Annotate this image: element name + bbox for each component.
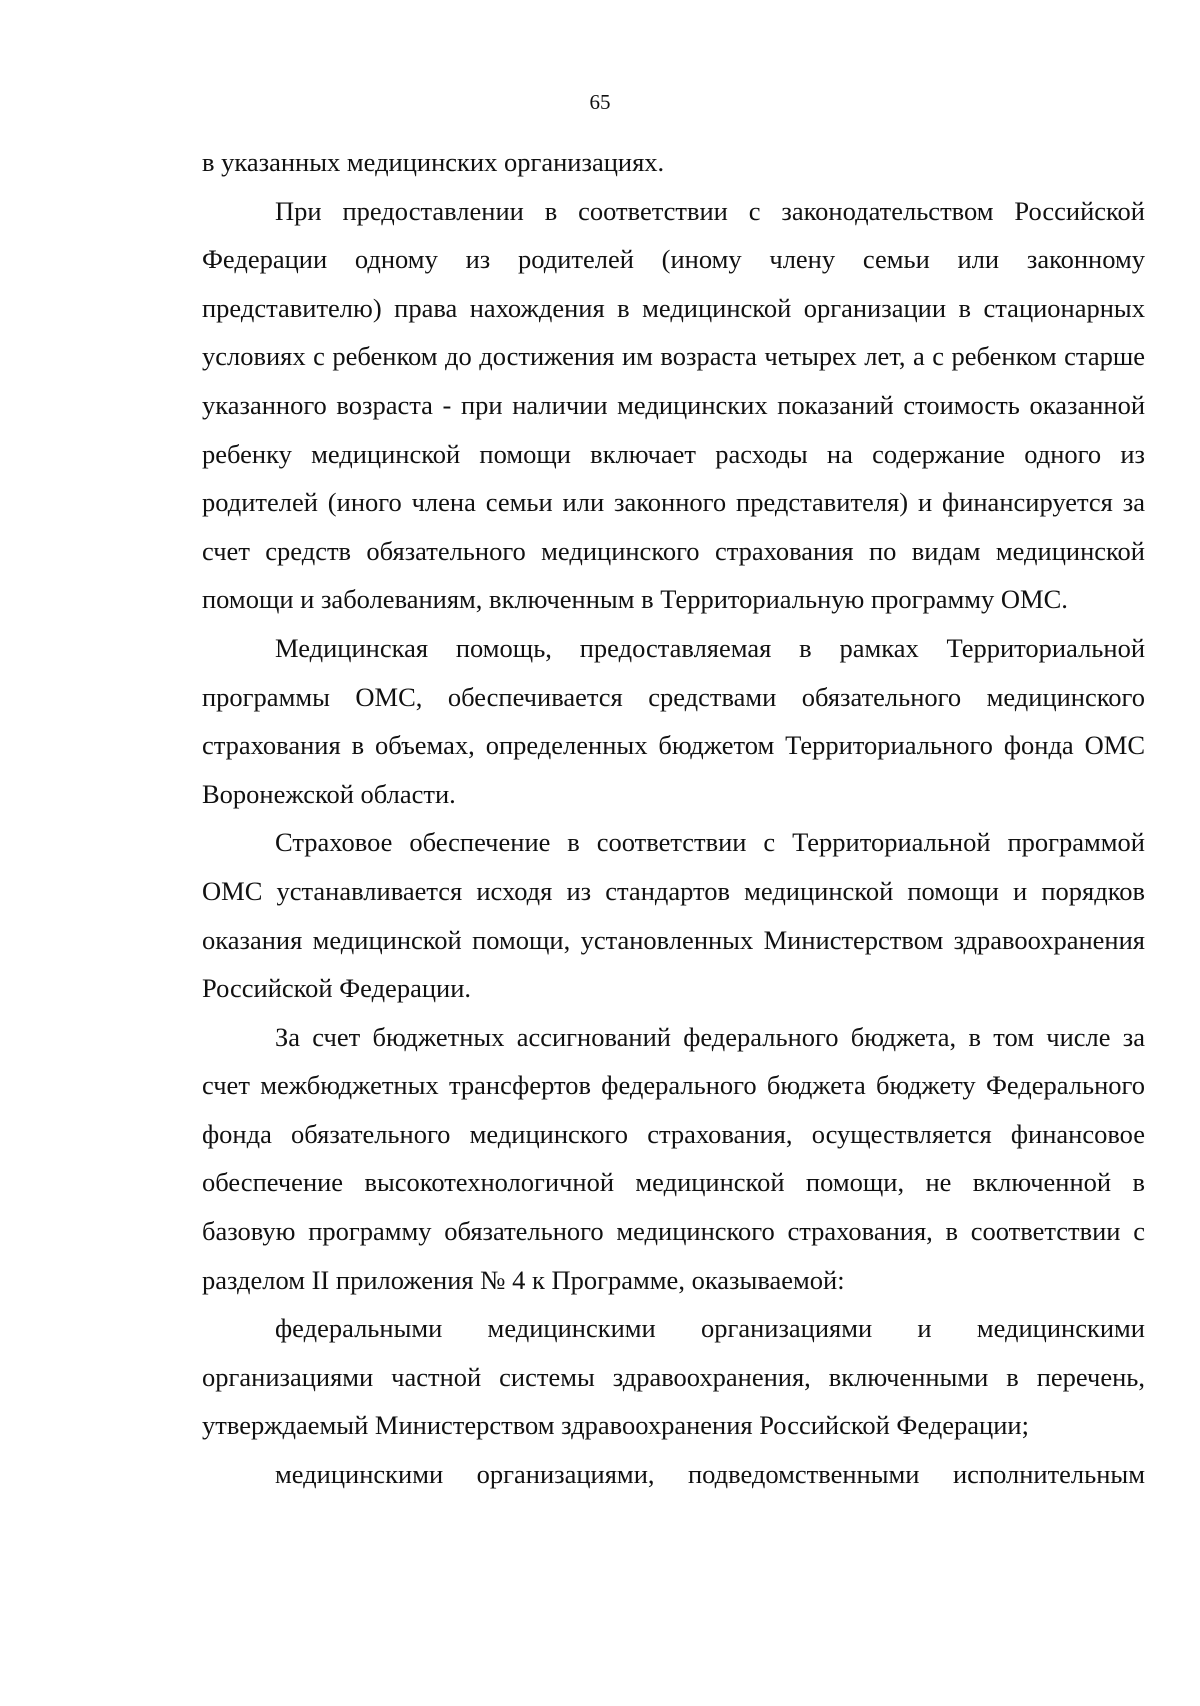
paragraph-insurance-coverage: Страховое обеспечение в соответствии с Территориальной программой ОМС устанавливается исходя из стандартов медицинской помощи и порядков оказания медицинской помощи, установленных Министерством здравоохранения Российской Федерации. [202,827,1145,1004]
paragraph-federal-budget: За счет бюджетных ассигнований федерального бюджета, в том числе за счет межбюджетных трансфертов федерального бюджета бюджету Федерального фонда обязательного медицинского страхования, осуществляется финансовое обеспечение высокотехнологичной медицинской помощи, не включенной в базовую программу обязательного медицинского страхования, в соответствии с разделом II приложения № 4 к Программе, оказываемой: [202,1021,1145,1295]
paragraph-federal-organizations: федеральными медицинскими организациями и медицинскими организациями частной системы здравоохранения, включенными в перечень, утверждаемый Министерством здравоохранения Российской Федерации; [202,1313,1145,1441]
document-body [202,138,1145,1499]
paragraph-continuation: в указанных медицинских организациях. [202,147,665,177]
paragraph-oms-funding: Медицинская помощь, предоставляемая в рамках Территориальной программы ОМС, обеспечивается средствами обязательного медицинского страхования в объемах, определенных бюджетом Территориального фонда ОМС Воронежской области. [202,632,1145,809]
page-number: 65 [589,90,611,114]
paragraph-subordinate-organizations: медицинскими организациями, подведомственными исполнительным [275,1459,1145,1490]
paragraph-parent-stay: При предоставлении в соответствии с законодательством Российской Федерации одному из родителей (иному члену семьи или законному представителю) права нахождения в медицинской организации в стационарных условиях с ребенком до достижения им возраста четырех лет, а с ребенком старше указанного возраста - при наличии медицинских показаний стоимость оказанной ребенку медицинской помощи включает расходы на содержание одного из родителей (иного члена семьи или законного представителя) и финансируется за счет средств обязательного медицинского страхования по видам медицинской помощи и заболеваниям, включенным в Территориальную программу ОМС. [202,195,1145,615]
